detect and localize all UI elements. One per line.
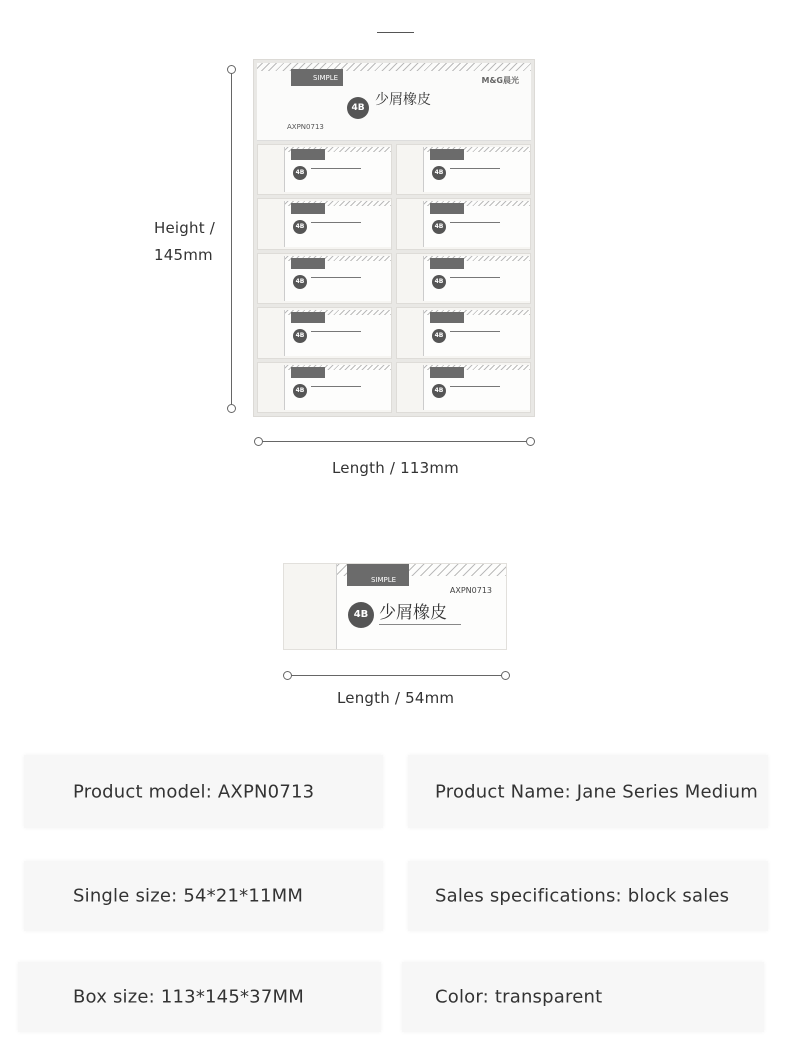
top-divider bbox=[377, 32, 414, 33]
simple-badge: SIMPLE bbox=[347, 564, 409, 586]
spec-text: Sales specifications: block sales bbox=[435, 885, 730, 907]
eraser-item: 4B bbox=[257, 307, 392, 358]
eraser-item: 4B bbox=[396, 198, 531, 249]
box-lid bbox=[257, 63, 531, 141]
height-dimension-bottom-dot bbox=[227, 404, 236, 413]
single-eraser-image bbox=[283, 563, 507, 650]
spec-card-color bbox=[402, 962, 764, 1032]
box-length-left-dot bbox=[254, 437, 263, 446]
eraser-item: 4B bbox=[257, 198, 392, 249]
height-label: Height / bbox=[154, 219, 216, 237]
spec-card-sales bbox=[408, 861, 768, 931]
box-model-code: AXPN0713 bbox=[287, 123, 324, 131]
eraser-item: 4B bbox=[396, 307, 531, 358]
eraser-grid bbox=[257, 144, 531, 413]
box-length-right-dot bbox=[526, 437, 535, 446]
spec-text: Color: transparent bbox=[435, 986, 603, 1008]
eraser-item: 4B bbox=[396, 362, 531, 413]
height-dimension-line bbox=[231, 69, 232, 409]
single-length-left-dot bbox=[283, 671, 292, 680]
spec-text: Product model: AXPN0713 bbox=[73, 781, 315, 802]
height-dimension-top-dot bbox=[227, 65, 236, 74]
box-length-label: Length / 113mm bbox=[332, 459, 459, 477]
eraser-item: 4B bbox=[396, 144, 531, 195]
grade-badge: 4B bbox=[347, 97, 369, 119]
single-length-label: Length / 54mm bbox=[337, 689, 455, 707]
spec-card-box-size bbox=[18, 962, 381, 1032]
single-length-right-dot bbox=[501, 671, 510, 680]
spec-text: Box size: 113*145*37MM bbox=[73, 986, 304, 1008]
eraser-item: 4B bbox=[396, 253, 531, 304]
product-title-art: 少屑橡皮 bbox=[375, 92, 431, 108]
eraser-box-image bbox=[253, 59, 535, 417]
single-model-code: AXPN0713 bbox=[449, 586, 492, 595]
spec-card-model bbox=[24, 755, 383, 828]
spec-text: Single size: 54*21*11MM bbox=[73, 885, 304, 907]
spec-card-single-size bbox=[24, 861, 383, 931]
grade-badge: 4B bbox=[348, 602, 374, 628]
eraser-item: 4B bbox=[257, 253, 392, 304]
height-value: 145mm bbox=[154, 246, 213, 264]
spec-card-name bbox=[408, 755, 768, 828]
eraser-item: 4B bbox=[257, 144, 392, 195]
box-length-dimension-line bbox=[262, 441, 530, 442]
product-title-art: 少屑橡皮 bbox=[379, 603, 447, 623]
single-length-dimension-line bbox=[291, 675, 505, 676]
simple-badge: SIMPLE bbox=[291, 69, 343, 86]
eraser-item: 4B bbox=[257, 362, 392, 413]
spec-text: Product Name: Jane Series Medium bbox=[435, 781, 758, 802]
brand-logo: M&G晨光 bbox=[481, 76, 519, 85]
